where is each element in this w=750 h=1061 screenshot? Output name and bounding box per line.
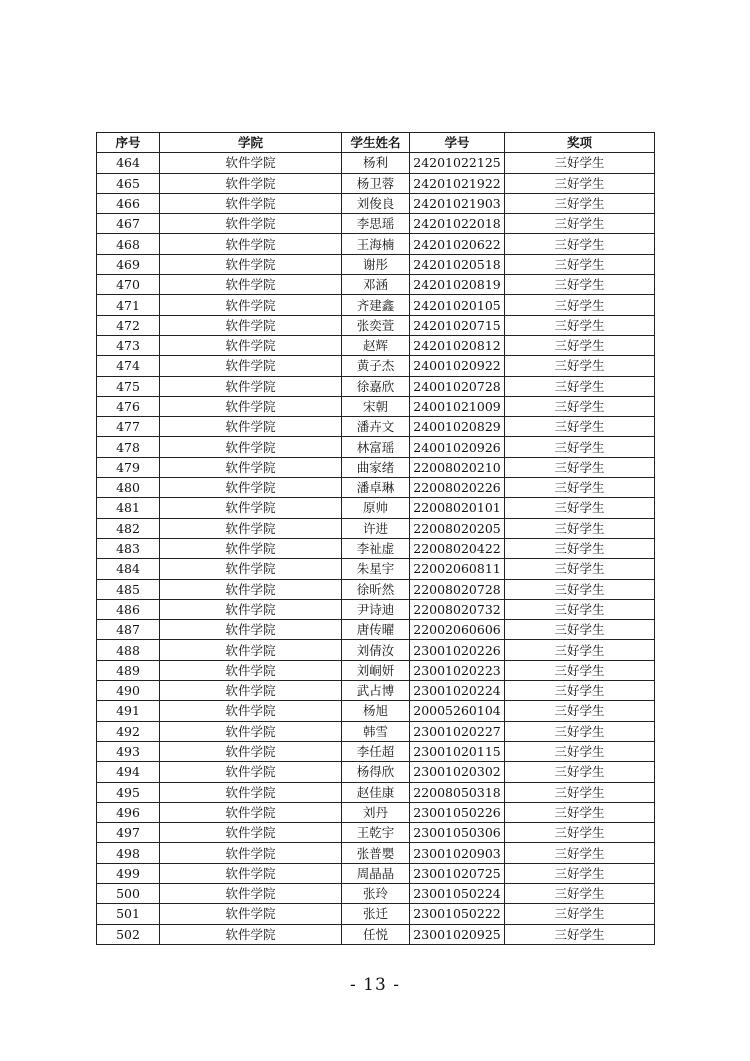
cell-award: 三好学生 [505,660,655,680]
award-list-table [96,132,655,945]
cell-college: 软件学院 [160,518,342,538]
table-row [97,457,655,477]
cell-award: 三好学生 [505,924,655,944]
table-row [97,437,655,457]
cell-student-id: 22008020422 [410,538,505,558]
cell-college: 软件学院 [160,883,342,903]
cell-college: 软件学院 [160,559,342,579]
cell-award: 三好学生 [505,823,655,843]
cell-student-name: 谢彤 [342,254,410,274]
table-row [97,599,655,619]
header-index: 序号 [97,133,160,153]
cell-college: 软件学院 [160,762,342,782]
cell-award: 三好学生 [505,883,655,903]
cell-student-name: 刘丹 [342,802,410,822]
cell-college: 软件学院 [160,234,342,254]
cell-index: 472 [97,315,160,335]
cell-student-name: 杨得欣 [342,762,410,782]
cell-student-name: 唐传曜 [342,620,410,640]
cell-award: 三好学生 [505,559,655,579]
cell-award: 三好学生 [505,335,655,355]
cell-award: 三好学生 [505,478,655,498]
cell-index: 482 [97,518,160,538]
cell-student-id: 23001020903 [410,843,505,863]
cell-index: 488 [97,640,160,660]
cell-award: 三好学生 [505,457,655,477]
cell-college: 软件学院 [160,214,342,234]
cell-award: 三好学生 [505,802,655,822]
cell-student-name: 李任超 [342,741,410,761]
cell-college: 软件学院 [160,863,342,883]
table-row [97,254,655,274]
cell-student-id: 23001050306 [410,823,505,843]
cell-college: 软件学院 [160,335,342,355]
cell-index: 501 [97,904,160,924]
cell-award: 三好学生 [505,498,655,518]
cell-college: 软件学院 [160,457,342,477]
cell-student-id: 22002060811 [410,559,505,579]
cell-college: 软件学院 [160,904,342,924]
cell-student-id: 24001020922 [410,356,505,376]
cell-award: 三好学生 [505,599,655,619]
cell-student-id: 24201020105 [410,295,505,315]
cell-student-id: 23001050222 [410,904,505,924]
cell-award: 三好学生 [505,153,655,173]
cell-student-id: 23001020725 [410,863,505,883]
cell-student-name: 张玲 [342,883,410,903]
cell-award: 三好学生 [505,762,655,782]
cell-student-name: 原帅 [342,498,410,518]
cell-index: 487 [97,620,160,640]
cell-index: 484 [97,559,160,579]
cell-student-name: 杨利 [342,153,410,173]
cell-student-id: 22008020210 [410,457,505,477]
cell-student-name: 朱星宇 [342,559,410,579]
cell-award: 三好学生 [505,295,655,315]
header-college: 学院 [160,133,342,153]
cell-college: 软件学院 [160,295,342,315]
cell-college: 软件学院 [160,620,342,640]
cell-student-name: 韩雪 [342,721,410,741]
cell-award: 三好学生 [505,214,655,234]
cell-college: 软件学院 [160,254,342,274]
cell-award: 三好学生 [505,701,655,721]
table-row [97,660,655,680]
cell-student-name: 黄子杰 [342,356,410,376]
cell-award: 三好学生 [505,518,655,538]
cell-student-name: 齐建鑫 [342,295,410,315]
cell-index: 475 [97,376,160,396]
cell-college: 软件学院 [160,701,342,721]
cell-index: 467 [97,214,160,234]
cell-college: 软件学院 [160,478,342,498]
cell-index: 466 [97,193,160,213]
cell-index: 485 [97,579,160,599]
cell-student-name: 张普嬰 [342,843,410,863]
cell-student-id: 23001020224 [410,681,505,701]
cell-student-id: 24201020715 [410,315,505,335]
cell-student-name: 周晶晶 [342,863,410,883]
cell-award: 三好学生 [505,254,655,274]
cell-student-id: 24201022018 [410,214,505,234]
table-row [97,904,655,924]
cell-student-id: 22002060606 [410,620,505,640]
cell-award: 三好学生 [505,376,655,396]
table-row [97,498,655,518]
cell-award: 三好学生 [505,356,655,376]
cell-award: 三好学生 [505,782,655,802]
cell-index: 502 [97,924,160,944]
header-award: 奖项 [505,133,655,153]
cell-college: 软件学院 [160,396,342,416]
table-row [97,275,655,295]
table-row [97,295,655,315]
cell-college: 软件学院 [160,640,342,660]
table-row [97,559,655,579]
cell-student-id: 24001020728 [410,376,505,396]
cell-index: 477 [97,417,160,437]
cell-college: 软件学院 [160,193,342,213]
cell-award: 三好学生 [505,741,655,761]
cell-student-id: 23001050226 [410,802,505,822]
header-student-id: 学号 [410,133,505,153]
cell-index: 491 [97,701,160,721]
table-row [97,863,655,883]
cell-college: 软件学院 [160,356,342,376]
cell-student-id: 24001021009 [410,396,505,416]
cell-index: 497 [97,823,160,843]
cell-student-id: 23001050224 [410,883,505,903]
cell-student-name: 曲家绪 [342,457,410,477]
table-row [97,315,655,335]
table-row [97,782,655,802]
cell-student-name: 林富瑶 [342,437,410,457]
cell-student-id: 24201020819 [410,275,505,295]
cell-student-name: 杨旭 [342,701,410,721]
cell-student-id: 20005260104 [410,701,505,721]
cell-college: 软件学院 [160,924,342,944]
cell-student-id: 22008020732 [410,599,505,619]
table-row [97,924,655,944]
cell-award: 三好学生 [505,904,655,924]
cell-index: 499 [97,863,160,883]
cell-student-id: 23001020925 [410,924,505,944]
cell-student-name: 潘卉文 [342,417,410,437]
cell-college: 软件学院 [160,538,342,558]
cell-award: 三好学生 [505,620,655,640]
cell-student-name: 李思瑶 [342,214,410,234]
cell-college: 软件学院 [160,741,342,761]
cell-award: 三好学生 [505,234,655,254]
cell-college: 软件学院 [160,376,342,396]
cell-award: 三好学生 [505,579,655,599]
table-row [97,356,655,376]
cell-college: 软件学院 [160,599,342,619]
cell-college: 软件学院 [160,823,342,843]
table-row [97,620,655,640]
cell-index: 481 [97,498,160,518]
table-row [97,640,655,660]
table-row [97,193,655,213]
cell-award: 三好学生 [505,843,655,863]
cell-student-name: 张迁 [342,904,410,924]
table-row [97,802,655,822]
cell-student-id: 23001020227 [410,721,505,741]
cell-student-name: 刘倩汝 [342,640,410,660]
cell-award: 三好学生 [505,396,655,416]
cell-student-id: 23001020223 [410,660,505,680]
cell-student-id: 24001020829 [410,417,505,437]
cell-college: 软件学院 [160,417,342,437]
cell-index: 479 [97,457,160,477]
cell-college: 软件学院 [160,437,342,457]
table-row [97,538,655,558]
cell-index: 489 [97,660,160,680]
cell-student-id: 24201020518 [410,254,505,274]
cell-student-name: 李祉虚 [342,538,410,558]
table-row [97,721,655,741]
page-number: - 13 - [350,975,400,995]
table-row [97,681,655,701]
cell-student-id: 24001020926 [410,437,505,457]
cell-index: 474 [97,356,160,376]
cell-award: 三好学生 [505,640,655,660]
cell-college: 软件学院 [160,802,342,822]
cell-award: 三好学生 [505,315,655,335]
cell-college: 软件学院 [160,498,342,518]
cell-student-name: 徐昕然 [342,579,410,599]
table-row [97,701,655,721]
cell-index: 464 [97,153,160,173]
cell-index: 483 [97,538,160,558]
cell-index: 490 [97,681,160,701]
table-row [97,762,655,782]
cell-college: 软件学院 [160,153,342,173]
cell-index: 496 [97,802,160,822]
cell-student-name: 王乾宇 [342,823,410,843]
cell-index: 480 [97,478,160,498]
table-row [97,843,655,863]
cell-award: 三好学生 [505,193,655,213]
cell-student-name: 潘卓琳 [342,478,410,498]
cell-student-name: 尹诗迪 [342,599,410,619]
cell-student-name: 任悦 [342,924,410,944]
cell-student-name: 邓涵 [342,275,410,295]
cell-index: 471 [97,295,160,315]
cell-index: 478 [97,437,160,457]
cell-student-id: 23001020302 [410,762,505,782]
cell-index: 495 [97,782,160,802]
cell-index: 476 [97,396,160,416]
cell-college: 软件学院 [160,173,342,193]
cell-college: 软件学院 [160,721,342,741]
table-row [97,417,655,437]
cell-student-id: 22008020226 [410,478,505,498]
table-row [97,579,655,599]
table-row [97,741,655,761]
cell-student-name: 刘峒妍 [342,660,410,680]
table-row [97,396,655,416]
cell-student-name: 王海楠 [342,234,410,254]
cell-index: 470 [97,275,160,295]
cell-student-id: 22008020205 [410,518,505,538]
cell-award: 三好学生 [505,437,655,457]
cell-college: 软件学院 [160,660,342,680]
table-row [97,518,655,538]
cell-student-name: 宋朝 [342,396,410,416]
cell-college: 软件学院 [160,275,342,295]
cell-college: 软件学院 [160,315,342,335]
cell-college: 软件学院 [160,782,342,802]
cell-student-name: 赵佳康 [342,782,410,802]
cell-award: 三好学生 [505,173,655,193]
cell-index: 500 [97,883,160,903]
cell-index: 494 [97,762,160,782]
cell-student-name: 张奕萱 [342,315,410,335]
table-row [97,376,655,396]
cell-student-name: 赵辉 [342,335,410,355]
cell-student-id: 22008020101 [410,498,505,518]
cell-student-id: 24201021922 [410,173,505,193]
table-row [97,234,655,254]
header-student-name: 学生姓名 [342,133,410,153]
table-row [97,883,655,903]
table-body [97,153,655,945]
table-row [97,478,655,498]
cell-index: 468 [97,234,160,254]
cell-index: 498 [97,843,160,863]
cell-student-id: 24201020812 [410,335,505,355]
table-row [97,153,655,173]
table-header-row [97,133,655,153]
cell-index: 473 [97,335,160,355]
cell-student-id: 22008020728 [410,579,505,599]
cell-student-id: 24201021903 [410,193,505,213]
cell-student-id: 22008050318 [410,782,505,802]
cell-award: 三好学生 [505,863,655,883]
cell-student-id: 24201022125 [410,153,505,173]
cell-index: 465 [97,173,160,193]
cell-award: 三好学生 [505,275,655,295]
table-row [97,173,655,193]
cell-award: 三好学生 [505,417,655,437]
cell-award: 三好学生 [505,538,655,558]
cell-college: 软件学院 [160,681,342,701]
cell-college: 软件学院 [160,843,342,863]
cell-student-name: 徐嘉欣 [342,376,410,396]
cell-student-name: 杨卫蓉 [342,173,410,193]
cell-index: 469 [97,254,160,274]
cell-student-id: 24201020622 [410,234,505,254]
cell-index: 492 [97,721,160,741]
cell-student-name: 刘俊良 [342,193,410,213]
cell-student-id: 23001020226 [410,640,505,660]
cell-index: 493 [97,741,160,761]
cell-student-name: 许进 [342,518,410,538]
cell-college: 软件学院 [160,579,342,599]
cell-student-name: 武占博 [342,681,410,701]
cell-index: 486 [97,599,160,619]
table-row [97,335,655,355]
cell-award: 三好学生 [505,721,655,741]
cell-student-id: 23001020115 [410,741,505,761]
cell-award: 三好学生 [505,681,655,701]
table-row [97,823,655,843]
table-row [97,214,655,234]
